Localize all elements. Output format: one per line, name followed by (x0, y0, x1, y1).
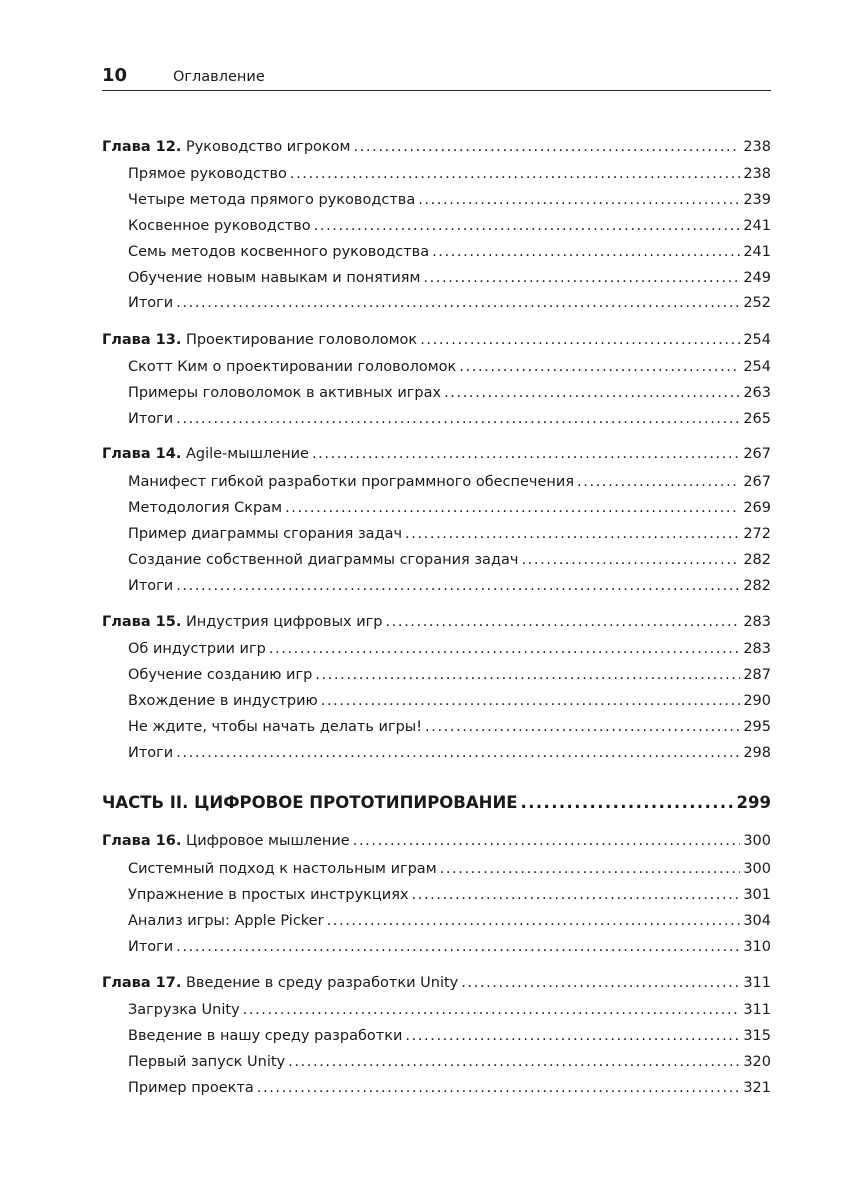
toc-section[interactable] (128, 1077, 771, 1099)
dot-leader (314, 215, 741, 237)
toc-entry-label: Манифест гибкой разработки программного обеспечения (128, 474, 575, 490)
toc-section[interactable] (128, 549, 771, 571)
dot-leader (285, 497, 740, 519)
toc-entry-label: Глава 17. Введение в среду разработки Unity (102, 975, 459, 991)
toc-entry-label: Пример проекта (128, 1080, 254, 1096)
dot-leader (425, 716, 740, 738)
toc-section[interactable] (128, 215, 771, 237)
toc-entry-label: Глава 14. Agile-мышление (102, 446, 309, 462)
toc-page-number: 267 (743, 446, 771, 462)
running-title: Оглавление (173, 69, 265, 85)
toc-entry-label: Анализ игры: Apple Picker (128, 913, 324, 929)
toc-section[interactable] (128, 267, 771, 289)
toc-entry-label: Скотт Ким о проектировании головоломок (128, 359, 457, 375)
toc-entry-label: Системный подход к настольным играм (128, 861, 437, 877)
toc-chapter-13[interactable] (102, 329, 771, 351)
toc-section[interactable] (128, 163, 771, 185)
dot-leader (288, 1051, 740, 1073)
toc-page-number: 265 (743, 411, 771, 427)
toc-page-number: 311 (743, 975, 771, 991)
dot-leader (459, 356, 740, 378)
dot-leader (176, 575, 740, 597)
toc-page-number: 298 (743, 745, 771, 761)
toc-entry-label: Глава 16. Цифровое мышление (102, 833, 350, 849)
dot-leader (176, 936, 740, 958)
toc-page-number: 315 (743, 1028, 771, 1044)
toc-section[interactable] (128, 575, 771, 597)
toc-page-number: 321 (743, 1080, 771, 1096)
dot-leader (243, 999, 741, 1021)
toc-page-number: 310 (743, 939, 771, 955)
toc-entry-label: Прямое руководство (128, 166, 287, 182)
toc-page-number: 241 (743, 244, 771, 260)
toc-page-number: 252 (743, 295, 771, 311)
toc-section[interactable] (128, 884, 771, 906)
toc-section[interactable] (128, 999, 771, 1021)
dot-leader (321, 690, 741, 712)
toc-section[interactable] (128, 497, 771, 519)
dot-leader (176, 292, 740, 314)
toc-chapter-16[interactable] (102, 830, 771, 852)
dot-leader (353, 136, 740, 158)
toc-page-number: 267 (743, 474, 771, 490)
toc-entry-label: Вхождение в индустрию (128, 693, 318, 709)
toc-section[interactable] (128, 292, 771, 314)
toc-entry-label: Итоги (128, 745, 174, 761)
toc-entry-label: Об индустрии игр (128, 641, 266, 657)
toc-section[interactable] (128, 664, 771, 686)
toc-page-number: 320 (743, 1054, 771, 1070)
toc-page-number: 311 (743, 1002, 771, 1018)
toc-section[interactable] (128, 189, 771, 211)
dot-leader (176, 742, 740, 764)
dot-leader (315, 664, 740, 686)
dot-leader (521, 549, 740, 571)
toc-page-number: 272 (743, 526, 771, 542)
toc-page-number: 300 (743, 861, 771, 877)
toc-entry-label: Четыре метода прямого руководства (128, 192, 416, 208)
toc-part-2[interactable] (102, 790, 771, 816)
toc-chapter-14[interactable] (102, 443, 771, 465)
toc-chapter-17[interactable] (102, 972, 771, 994)
toc-page-number: 282 (743, 578, 771, 594)
toc-page-number: 304 (743, 913, 771, 929)
toc-page-number: 287 (743, 667, 771, 683)
toc-section[interactable] (128, 638, 771, 660)
toc-section[interactable] (128, 716, 771, 738)
toc-page-number: 249 (743, 270, 771, 286)
dot-leader (412, 884, 741, 906)
dot-leader (353, 830, 741, 852)
toc-page-number: 282 (743, 552, 771, 568)
dot-leader (440, 858, 741, 880)
toc-section[interactable] (128, 1051, 771, 1073)
toc-section[interactable] (128, 523, 771, 545)
toc-chapter-12[interactable] (102, 136, 771, 158)
toc-page-number: 283 (743, 641, 771, 657)
dot-leader (423, 267, 740, 289)
dot-leader (257, 1077, 741, 1099)
toc-entry-label: Примеры головоломок в активных играх (128, 385, 442, 401)
dot-leader (444, 382, 740, 404)
toc-section[interactable] (128, 936, 771, 958)
toc-entry-label: Создание собственной диаграммы сгорания задач (128, 552, 519, 568)
toc-page-number: 300 (743, 833, 771, 849)
toc-entry-label: Обучение созданию игр (128, 667, 313, 683)
toc-section[interactable] (128, 858, 771, 880)
toc-page-number: 238 (743, 166, 771, 182)
toc-section[interactable] (128, 471, 771, 493)
toc-entry-label: Глава 15. Индустрия цифровых игр (102, 614, 383, 630)
toc-section[interactable] (128, 408, 771, 430)
toc-page-number: 241 (743, 218, 771, 234)
toc-entry-label: Глава 12. Руководство игроком (102, 139, 351, 155)
page-number: 10 (102, 65, 128, 86)
toc-section[interactable] (128, 910, 771, 932)
toc-entry-label: ЧАСТЬ II. ЦИФРОВОЕ ПРОТОТИПИРОВАНИЕ (102, 793, 518, 812)
toc-page-number: 263 (743, 385, 771, 401)
dot-leader (176, 408, 740, 430)
dot-leader (432, 241, 740, 263)
dot-leader (405, 1025, 740, 1047)
toc-page-number: 295 (743, 719, 771, 735)
toc-entry-label: Косвенное руководство (128, 218, 311, 234)
toc-entry-label: Глава 13. Проектирование головоломок (102, 332, 418, 348)
toc-page-number: 283 (743, 614, 771, 630)
dot-leader (418, 189, 740, 211)
toc-section[interactable] (128, 356, 771, 378)
toc-section[interactable] (128, 742, 771, 764)
toc-entry-label: Итоги (128, 939, 174, 955)
toc-entry-label: Введение в нашу среду разработки (128, 1028, 403, 1044)
dot-leader (327, 910, 741, 932)
dot-leader (312, 443, 740, 465)
dot-leader (461, 972, 740, 994)
dot-leader (521, 790, 734, 816)
toc-entry-label: Упражнение в простых инструкциях (128, 887, 409, 903)
dot-leader (577, 471, 740, 493)
dot-leader (420, 329, 740, 351)
dot-leader (269, 638, 741, 660)
toc-page-number: 269 (743, 500, 771, 516)
toc-entry-label: Не ждите, чтобы начать делать игры! (128, 719, 423, 735)
toc-page-number: 301 (743, 887, 771, 903)
toc-page-number: 239 (743, 192, 771, 208)
dot-leader (290, 163, 740, 185)
running-header (102, 64, 771, 91)
toc-entry-label: Итоги (128, 411, 174, 427)
toc-entry-label: Итоги (128, 578, 174, 594)
toc-page-number: 238 (743, 139, 771, 155)
toc-page-number: 299 (736, 793, 771, 812)
toc-chapter-15[interactable] (102, 611, 771, 633)
dot-leader (405, 523, 740, 545)
toc-section[interactable] (128, 1025, 771, 1047)
toc-page-number: 290 (743, 693, 771, 709)
toc-section[interactable] (128, 690, 771, 712)
toc-entry-label: Итоги (128, 295, 174, 311)
toc-entry-label: Первый запуск Unity (128, 1054, 286, 1070)
toc-entry-label: Обучение новым навыкам и понятиям (128, 270, 421, 286)
toc-entry-label: Пример диаграммы сгорания задач (128, 526, 403, 542)
toc-section[interactable] (128, 241, 771, 263)
toc-entry-label: Методология Скрам (128, 500, 283, 516)
toc-section[interactable] (128, 382, 771, 404)
toc-entry-label: Семь методов косвенного руководства (128, 244, 430, 260)
toc-page-number: 254 (743, 332, 771, 348)
dot-leader (385, 611, 740, 633)
toc-entry-label: Загрузка Unity (128, 1002, 240, 1018)
toc-page-number: 254 (743, 359, 771, 375)
